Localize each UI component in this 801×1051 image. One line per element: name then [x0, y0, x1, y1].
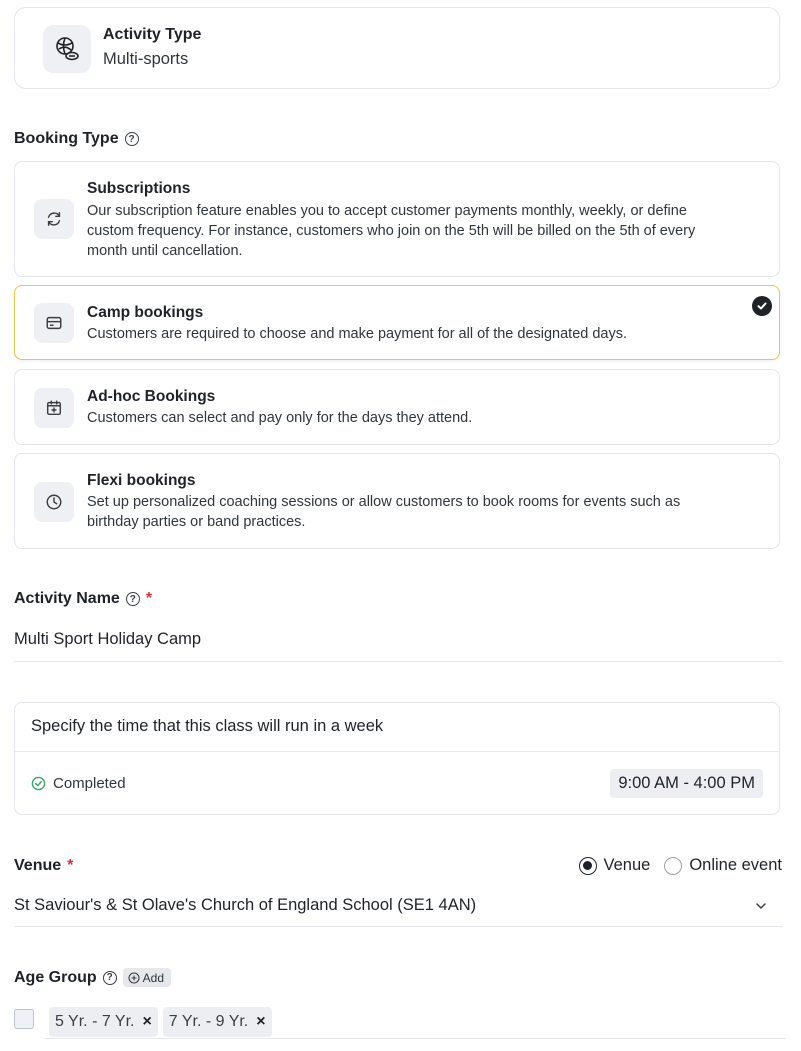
schedule-title: Specify the time that this class will run in a week [31, 717, 384, 735]
plus-circle-icon [128, 972, 140, 984]
age-group-label: Age Group ? Add [14, 968, 171, 987]
required-mark: * [145, 590, 153, 607]
booking-option-flexi[interactable] [14, 453, 780, 549]
option-title: Camp bookings [87, 304, 204, 321]
credit-card-icon [34, 303, 74, 343]
remove-chip-icon[interactable]: × [256, 1013, 266, 1030]
activity-type-value: Multi-sports [103, 50, 189, 68]
activity-name-label: Activity Name ? * [14, 590, 153, 607]
option-description: Our subscription feature enables you to accept customer payments monthly, weekly, or define custom frequency. For instance, customers who join on the 5th will be billed on the 5th of every month until cancellation. [87, 203, 696, 259]
selected-check-icon [752, 296, 772, 316]
chevron-down-icon [754, 899, 768, 913]
completed-status: Completed [31, 775, 126, 792]
help-icon[interactable]: ? [103, 971, 117, 985]
option-description: Customers can select and pay only for the days they attend. [87, 410, 473, 426]
divider [15, 751, 779, 752]
option-description: Customers are required to choose and make payment for all of the designated days. [87, 326, 628, 342]
help-icon[interactable]: ? [126, 592, 140, 606]
activity-name-input[interactable]: Multi Sport Holiday Camp [14, 630, 782, 662]
venue-type-radio-group [579, 856, 782, 875]
venue-select[interactable] [14, 896, 782, 927]
calendar-plus-icon [34, 388, 74, 428]
booking-option-subscriptions[interactable] [14, 161, 780, 277]
required-mark: * [67, 857, 74, 874]
activity-type-label: Activity Type [103, 26, 202, 43]
booking-option-adhoc[interactable] [14, 369, 780, 445]
schedule-card[interactable] [14, 702, 780, 815]
venue-label: Venue * [14, 857, 74, 874]
booking-option-camp[interactable] [14, 285, 780, 360]
time-range-badge[interactable]: 9:00 AM - 4:00 PM [610, 769, 763, 798]
activity-type-card[interactable] [14, 7, 780, 89]
booking-type-label: Booking Type ? [14, 130, 139, 148]
age-chip: 5 Yr. - 7 Yr. × [49, 1007, 158, 1037]
option-title: Ad-hoc Bookings [87, 388, 216, 405]
radio-online-event[interactable]: Online event [664, 856, 782, 875]
age-group-checkbox[interactable] [14, 1009, 34, 1029]
option-description: Set up personalized coaching sessions or allow customers to book rooms for events such as birthday parties or band practices. [87, 494, 681, 530]
age-chip: 7 Yr. - 9 Yr. × [163, 1007, 272, 1037]
clock-icon [34, 482, 74, 522]
venue-selected-value: St Saviour's & St Olave's Church of England School (SE1 4AN) [14, 896, 477, 914]
remove-chip-icon[interactable]: × [142, 1013, 152, 1030]
radio-venue[interactable]: Venue [579, 856, 651, 875]
sports-icon [43, 25, 91, 73]
refresh-icon [34, 199, 74, 239]
check-circle-icon [31, 776, 46, 791]
option-title: Subscriptions [87, 180, 191, 197]
option-title: Flexi bookings [87, 472, 196, 489]
age-group-chips-field[interactable] [45, 1006, 786, 1039]
add-age-group-button[interactable]: Add [123, 968, 171, 987]
help-icon[interactable]: ? [125, 132, 139, 146]
